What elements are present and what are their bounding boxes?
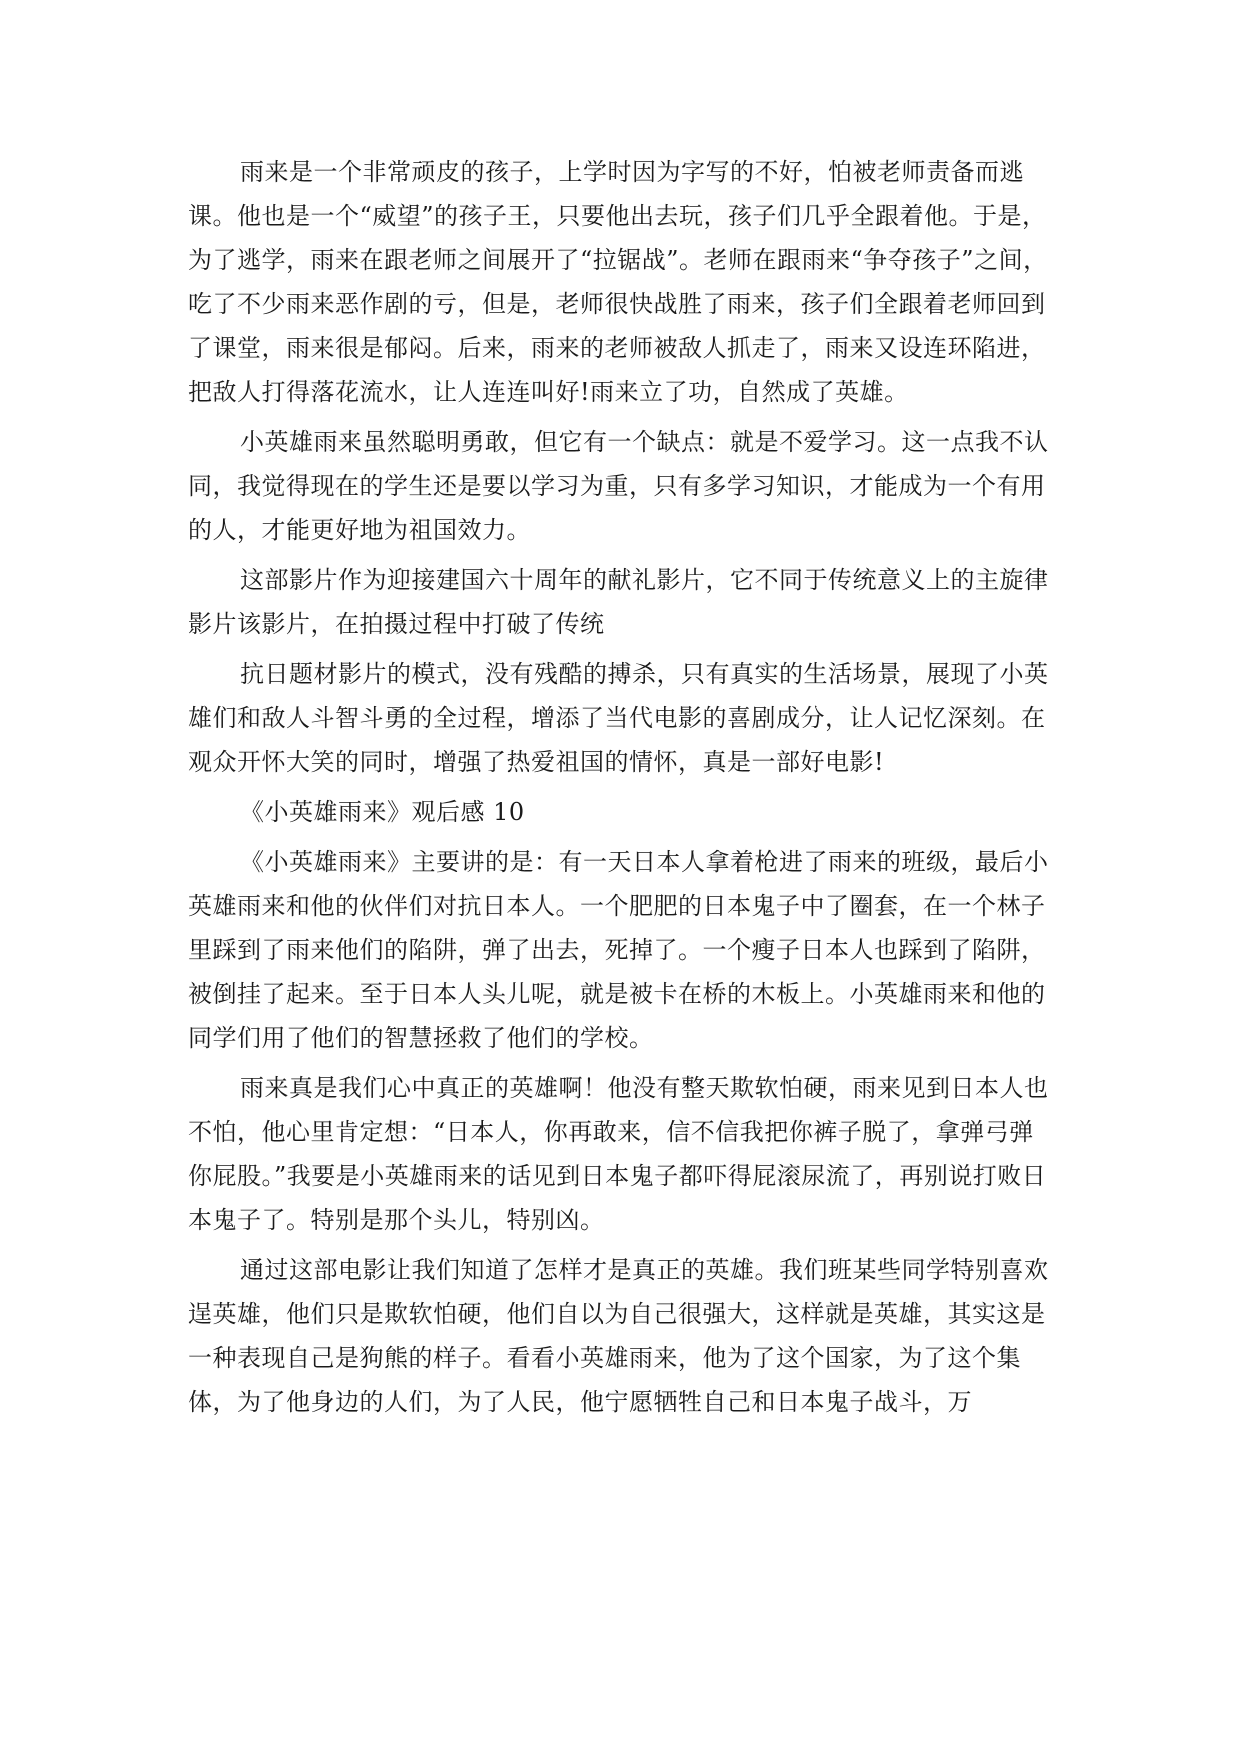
paragraph: 通过这部电影让我们知道了怎样才是真正的英雄。我们班某些同学特别喜欢逞英雄，他们只是欺软怕硬，他们自以为自己很强大，这样就是英雄，其实这是一种表现自己是狗熊的样子。看看小英雄雨来，他为了这个国家，为了这个集体，为了他身边的人们，为了人民，他宁愿牺牲自己和日本鬼子战斗，万 [188,1256,1049,1416]
section-heading: 《小英雄雨来》观后感 10 [240,798,525,826]
paragraph: 小英雄雨来虽然聪明勇敢，但它有一个缺点：就是不爱学习。这一点我不认同，我觉得现在的学生还是要以学习为重，只有多学习知识，才能成为一个有用的人，才能更好地为祖国效力。 [188,428,1049,544]
paragraph: 这部影片作为迎接建国六十周年的献礼影片，它不同于传统意义上的主旋律影片该影片，在拍摄过程中打破了传统 [188,566,1049,638]
paragraph: 雨来是一个非常顽皮的孩子，上学时因为字写的不好，怕被老师责备而逃课。他也是一个“威望”的孩子王，只要他出去玩，孩子们几乎全跟着他。于是，为了逃学，雨来在跟老师之间展开了“拉锯战”。老师在跟雨来“争夺孩子”之间，吃了不少雨来恶作剧的亏，但是，老师很快战胜了雨来，孩子们全跟着老师回到了课堂，雨来很是郁闷。后来，雨来的老师被敌人抓走了，雨来又设连环陷进，把敌人打得落花流水，让人连连叫好!雨来立了功，自然成了英雄。 [188,158,1048,406]
document-body [188,150,1053,1430]
paragraph: 抗日题材影片的模式，没有残酷的搏杀，只有真实的生活场景，展现了小英雄们和敌人斗智斗勇的全过程，增添了当代电影的喜剧成分，让人记忆深刻。在观众开怀大笑的同时，增强了热爱祖国的情怀，真是一部好电影! [188,660,1049,776]
paragraph: 《小英雄雨来》主要讲的是：有一天日本人拿着枪进了雨来的班级，最后小英雄雨来和他的伙伴们对抗日本人。一个肥肥的日本鬼子中了圈套，在一个林子里踩到了雨来他们的陷阱，弹了出去，死掉了。一个瘦子日本人也踩到了陷阱，被倒挂了起来。至于日本人头儿呢，就是被卡在桥的木板上。小英雄雨来和他的同学们用了他们的智慧拯救了他们的学校。 [188,848,1049,1052]
paragraph: 雨来真是我们心中真正的英雄啊！他没有整天欺软怕硬，雨来见到日本人也不怕，他心里肯定想：“日本人，你再敢来，信不信我把你裤子脱了，拿弹弓弹你屁股。”我要是小英雄雨来的话见到日本鬼子都吓得屁滚尿流了，再别说打败日本鬼子了。特别是那个头儿，特别凶。 [188,1074,1049,1234]
